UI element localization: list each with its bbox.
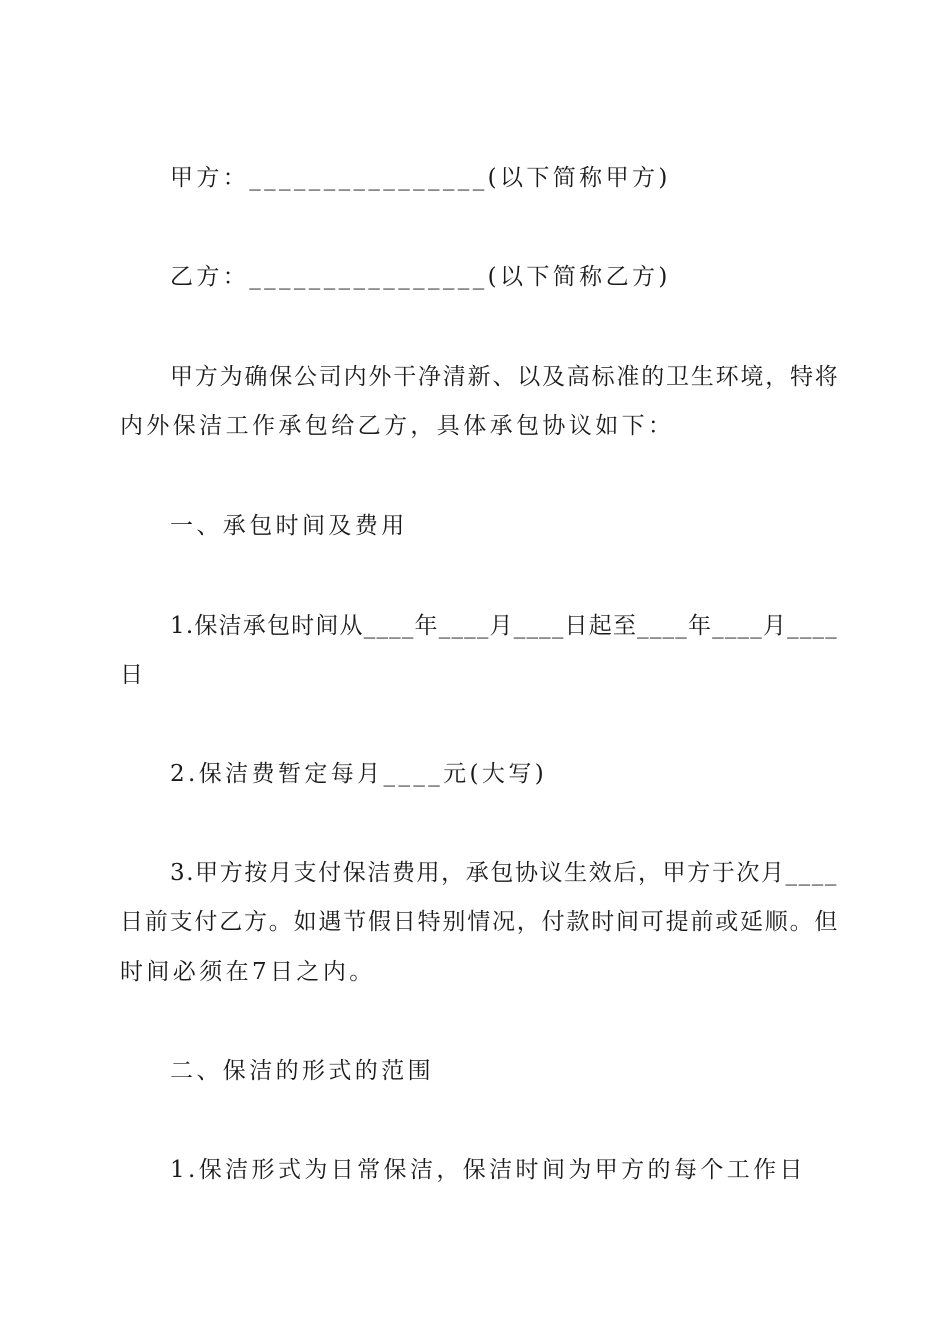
item-3-line-3: 时间必须在7日之内。: [120, 959, 376, 985]
section-2-title: 二、保洁的形式的范围: [170, 1058, 434, 1084]
item-3-line-2: 日前支付乙方。如遇节假日特别情况，付款时间可提前或延顺。但: [120, 909, 840, 935]
section-2-item-1: 1.保洁形式为日常保洁，保洁时间为甲方的每个工作日: [170, 1157, 806, 1183]
item-1-line-2: 日: [120, 662, 147, 688]
item-2-line: 2.保洁费暂定每月____元(大写): [170, 761, 548, 787]
item-1-line-1: 1.保洁承包时间从____年____月____日起至____年____月____: [170, 613, 838, 639]
party-b-line: 乙方：________________(以下简称乙方): [170, 264, 671, 290]
intro-paragraph-line-2: 内外保洁工作承包给乙方，具体承包协议如下：: [120, 413, 675, 439]
intro-paragraph-line-1: 甲方为确保公司内外干净清新、以及高标准的卫生环境，特将: [170, 364, 840, 390]
section-1-title: 一、承包时间及费用: [170, 513, 408, 539]
party-a-line: 甲方：________________(以下简称甲方): [170, 165, 671, 191]
item-3-line-1: 3.甲方按月支付保洁费用，承包协议生效后，甲方于次月____: [170, 860, 838, 886]
